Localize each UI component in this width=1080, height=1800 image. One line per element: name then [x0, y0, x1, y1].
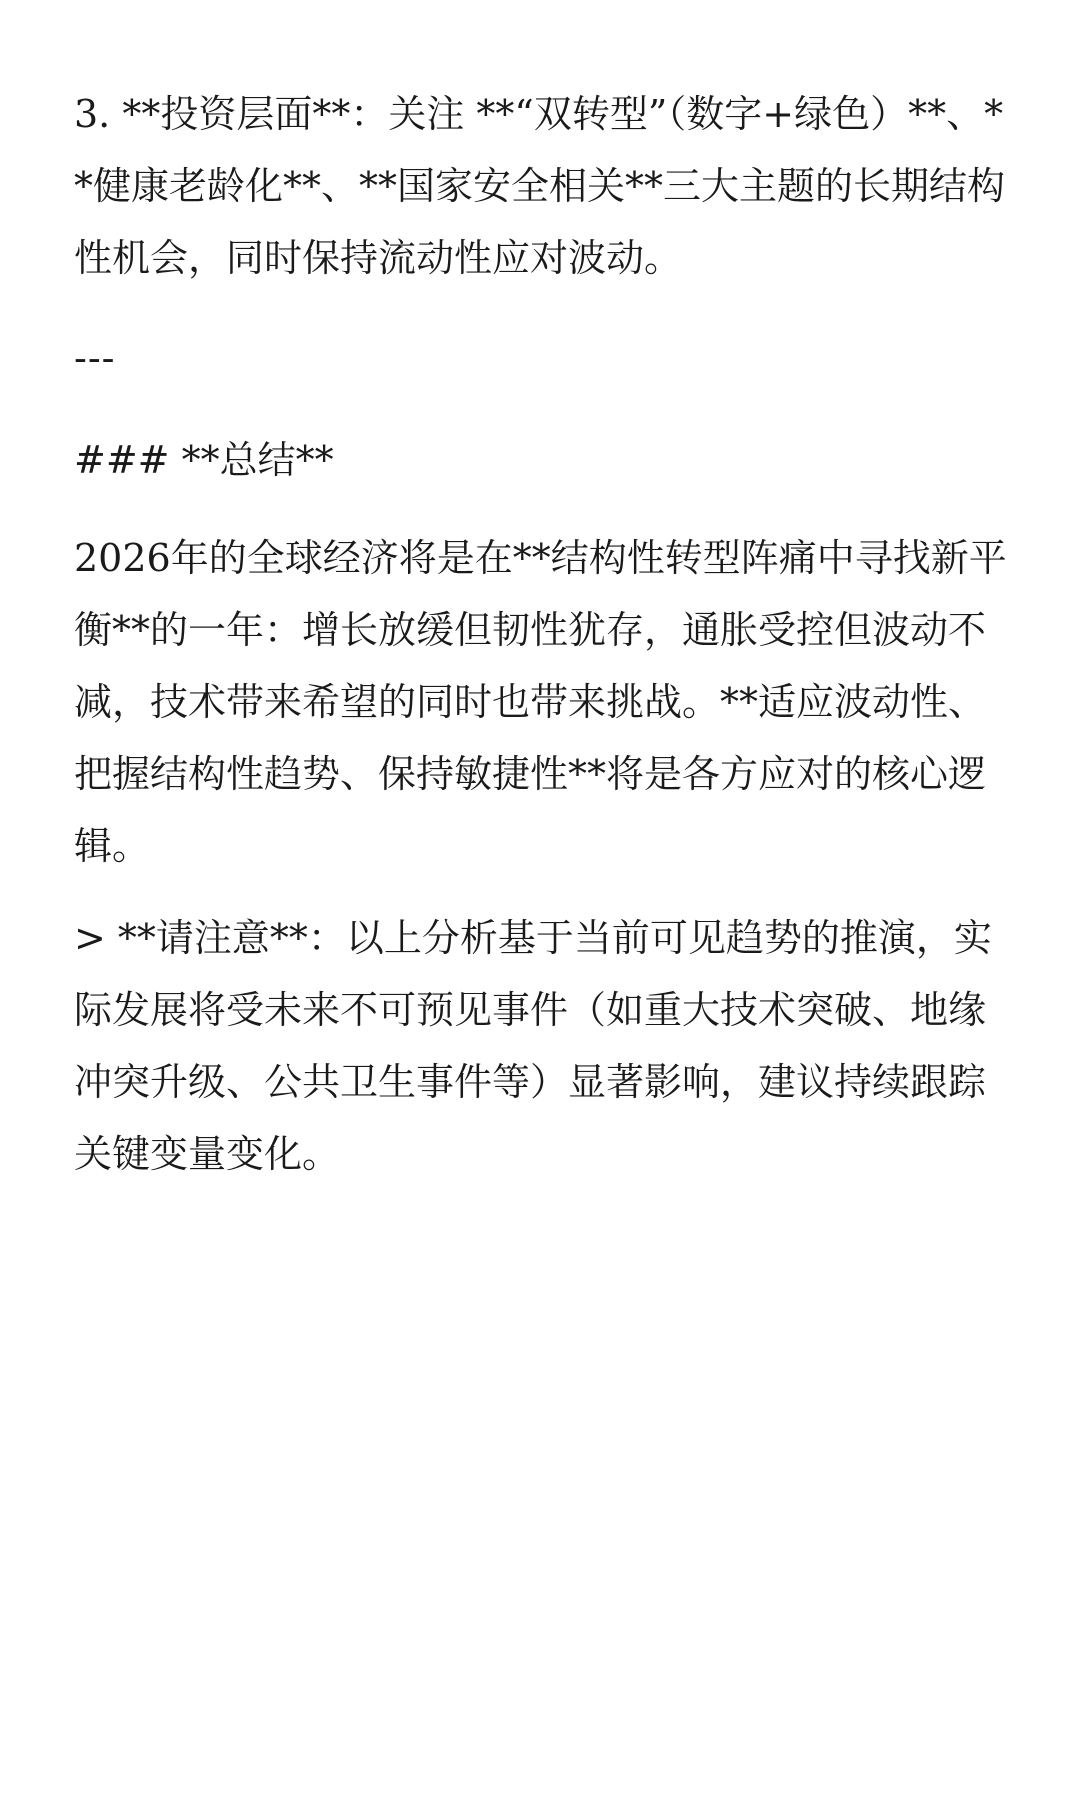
- spacer: [74, 394, 1014, 424]
- horizontal-rule-markdown: ---: [74, 336, 116, 380]
- summary-heading: ### **总结**: [74, 438, 334, 482]
- note-blockquote: > **请注意**：以上分析基于当前可见趋势的推演，实际发展将受未来不可预见事件（如重大技术突破、地缘冲突升级、公共卫生事件等）显著影响，建议持续跟踪关键变量变化。: [74, 916, 992, 1176]
- spacer: [74, 294, 1014, 322]
- spacer: [74, 882, 1014, 902]
- investment-paragraph: 3. **投资层面**：关注 **“双转型”（数字+绿色）**、**健康老龄化**、**国家安全相关**三大主题的长期结构性机会，同时保持流动性应对波动。: [74, 92, 1006, 280]
- spacer: [74, 496, 1014, 522]
- summary-paragraph: 2026年的全球经济将是在**结构性转型阵痛中寻找新平衡**的一年：增长放缓但韧性犹存，通胀受控但波动不减，技术带来希望的同时也带来挑战。**适应波动性、把握结构性趋势、保持敏捷性**将是各方应对的核心逻辑。: [74, 536, 1007, 868]
- document-page: [74, 78, 1014, 1190]
